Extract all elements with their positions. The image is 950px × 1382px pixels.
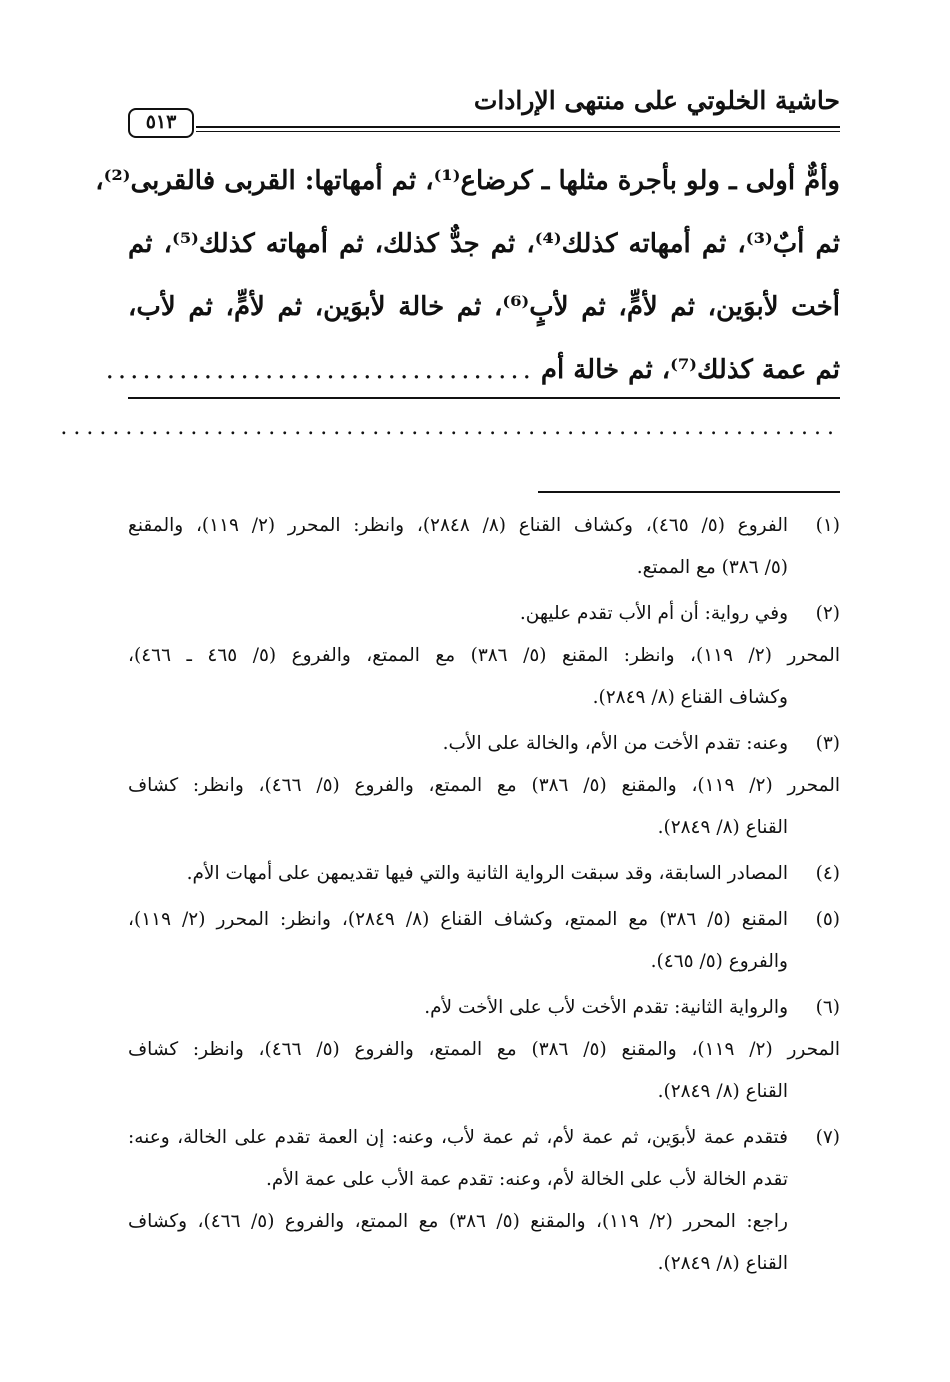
ellipsis-dots: ...................................	[105, 355, 535, 385]
footnote-line: تقدم الخالة لأب على الخالة لأم، وعنه: تقدم عمة الأب على عمة الأم.	[266, 1169, 788, 1190]
footnote-line: القناع (٨/ ٢٨٤٩).	[657, 1253, 788, 1274]
header-rule	[196, 126, 840, 128]
footnote-line: المحرر (٢/ ١١٩)، والمقنع (٥/ ٣٨٦) مع الممتع، والفروع (٥/ ٤٦٦)، وانظر: كشاف	[128, 1039, 840, 1060]
footnote-line: القناع (٨/ ٢٨٤٩).	[657, 817, 788, 838]
footnote-number: (٧)	[815, 1127, 840, 1148]
footnote-number: (٣)	[815, 733, 840, 754]
footnote-line: راجع: المحرر (٢/ ١١٩)، والمقنع (٥/ ٣٨٦) مع الممتع، والفروع (٥/ ٤٦٦)، وكشاف	[128, 1211, 788, 1232]
footnote-line: المحرر (٢/ ١١٩)، وانظر: المقنع (٥/ ٣٨٦) مع الممتع، والفروع (٥/ ٤٦٥ ـ ٤٦٦)،	[128, 645, 840, 666]
main-text-line: ثم أبٌ⁽³⁾، ثم أمهاته كذلك⁽⁴⁾، ثم جدٌّ كذلك، ثم أمهاته كذلك⁽⁵⁾، ثم	[128, 229, 840, 259]
footnote-separator	[538, 491, 840, 493]
footnote-line: المحرر (٢/ ١١٩)، والمقنع (٥/ ٣٨٦) مع الممتع، والفروع (٥/ ٤٦٦)، وانظر: كشاف	[128, 775, 840, 796]
footnote-line: الفروع (٥/ ٤٦٥)، وكشاف القناع (٨/ ٢٨٤٨)، وانظر: المحرر (٢/ ١١٩)، والمقنع	[128, 515, 788, 536]
book-title: حاشية الخلوتي على منتهى الإرادات	[473, 86, 840, 115]
footnote-number: (٦)	[815, 997, 840, 1018]
footnote-line: (٥/ ٣٨٦) مع الممتع.	[636, 557, 788, 578]
footnote-line: القناع (٨/ ٢٨٤٩).	[657, 1081, 788, 1102]
footnote-line: والفروع (٥/ ٤٦٥).	[650, 951, 788, 972]
footnote-line: وعنه: تقدم الأخت من الأم، والخالة على الأب.	[442, 733, 788, 754]
footnote-number: (١)	[815, 515, 840, 536]
footnote-4	[128, 853, 840, 895]
main-text-line: وأمٌّ أولى ـ ولو بأجرة مثلها ـ كرضاع⁽¹⁾، ثم أمهاتها: القربى فالقربى⁽²⁾،	[95, 166, 840, 196]
footnote-number: (٢)	[815, 603, 840, 624]
main-text	[95, 150, 840, 402]
main-text-line	[105, 339, 840, 402]
footnote-line: وفي رواية: أن أم الأب تقدم عليهن.	[519, 603, 788, 624]
footnote-line: وكشاف القناع (٨/ ٢٨٤٩).	[592, 687, 788, 708]
footnote-line: المصادر السابقة، وقد سبقت الرواية الثانية والتي فيها تقديمهن على أمهات الأم.	[186, 863, 788, 884]
page-number: ٥١٣	[128, 108, 194, 138]
footnote-3	[128, 723, 840, 849]
text-divider	[128, 397, 840, 399]
dotted-line: ............................................................	[60, 415, 840, 440]
main-text-line-text: ثم عمة كذلك⁽⁷⁾، ثم خالة أم	[540, 355, 840, 385]
footnote-7	[128, 1117, 840, 1285]
main-text-line: أخت لأبوَين، ثم لأمٍّ، ثم لأبٍ⁽⁶⁾، ثم خالة لأبوَين، ثم لأمٍّ، ثم لأب،	[128, 292, 840, 322]
footnote-line: المقنع (٥/ ٣٨٦) مع الممتع، وكشاف القناع (٨/ ٢٨٤٩)، وانظر: المحرر (٢/ ١١٩)،	[128, 909, 788, 930]
footnote-line: فتقدم عمة لأبوَين، ثم عمة لأم، ثم عمة لأب، وعنه: إن العمة تقدم على الخالة، وعنه:	[128, 1127, 788, 1148]
footnote-5	[128, 899, 840, 983]
footnotes	[128, 505, 840, 1289]
footnote-6	[128, 987, 840, 1113]
footnote-1	[128, 505, 840, 589]
running-header	[128, 82, 840, 142]
footnote-2	[128, 593, 840, 719]
footnote-number: (٥)	[815, 909, 840, 930]
footnote-number: (٤)	[815, 863, 840, 884]
footnote-line: والرواية الثانية: تقدم الأخت لأب على الأخت لأم.	[424, 997, 788, 1018]
header-rule-thin	[196, 131, 840, 132]
